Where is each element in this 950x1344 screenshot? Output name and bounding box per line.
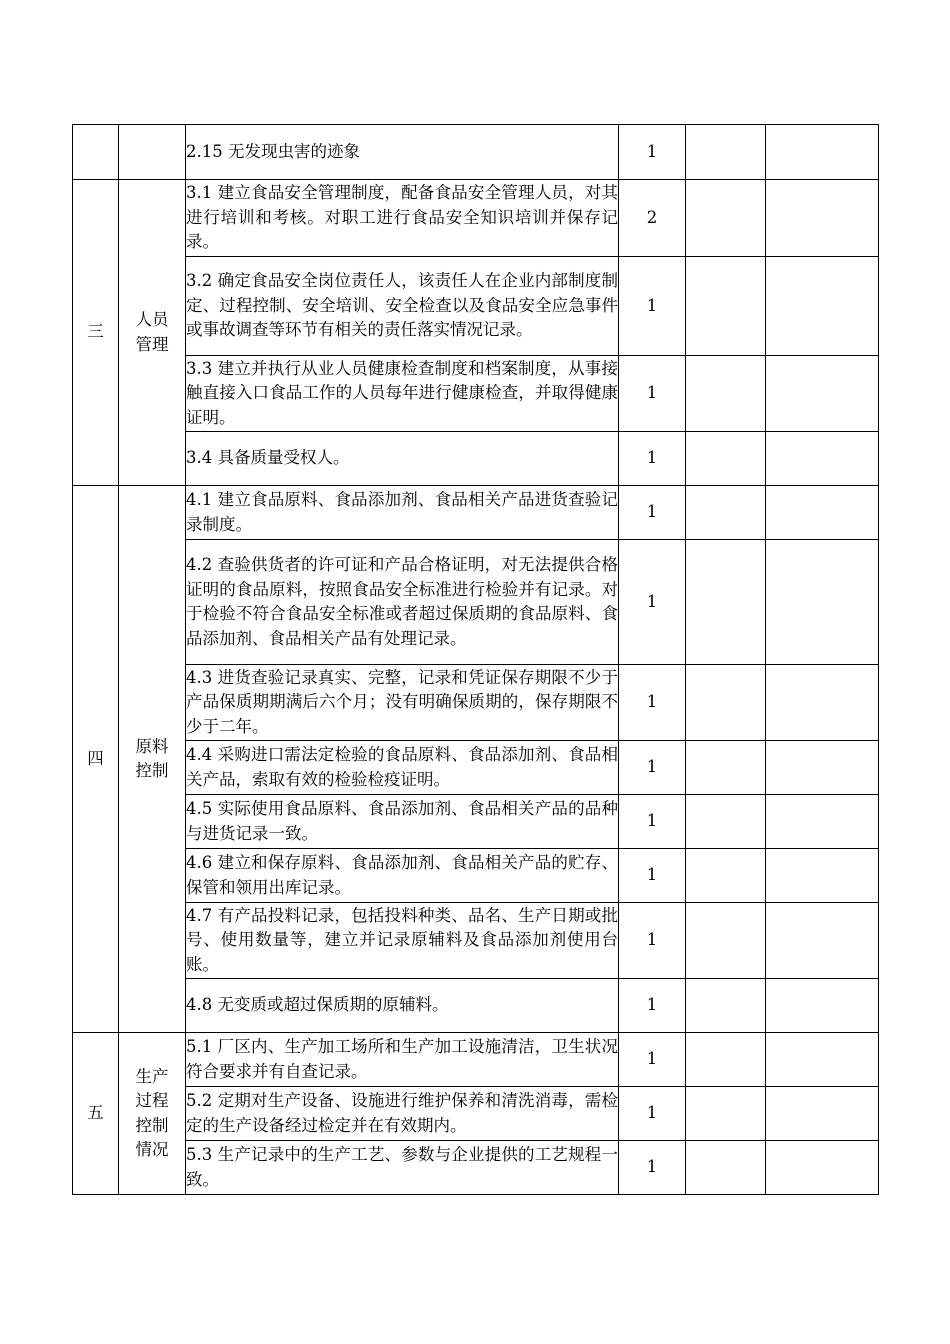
score-cell: 1 xyxy=(619,1087,686,1141)
check-item: 4.4 采购进口需法定检验的食品原料、食品添加剂、食品相关产品，索取有效的检验检疫证明。 xyxy=(186,741,619,795)
remark-cell xyxy=(766,356,879,432)
result-cell xyxy=(686,540,766,665)
check-item: 4.5 实际使用食品原料、食品添加剂、食品相关产品的品种与进货记录一致。 xyxy=(186,795,619,849)
category-line: 生产 xyxy=(135,1066,169,1086)
table-row xyxy=(73,665,879,741)
remark-cell xyxy=(766,665,879,741)
section-category xyxy=(119,125,186,180)
result-cell xyxy=(686,257,766,356)
result-cell xyxy=(686,665,766,741)
category-line: 人员 xyxy=(135,310,169,329)
table-row xyxy=(73,257,879,356)
remark-cell xyxy=(766,795,879,849)
check-item: 5.2 定期对生产设备、设施进行维护保养和清洗消毒，需检定的生产设备经过检定并在有效期内。 xyxy=(186,1087,619,1141)
table-row xyxy=(73,1141,879,1195)
result-cell xyxy=(686,125,766,180)
category-line: 控制 xyxy=(135,761,169,780)
check-item: 3.3 建立并执行从业人员健康检查制度和档案制度，从事接触直接入口食品工作的人员每年进行健康检查，并取得健康证明。 xyxy=(186,356,619,432)
remark-cell xyxy=(766,1033,879,1087)
category-line: 情况 xyxy=(135,1140,169,1159)
remark-cell xyxy=(766,1087,879,1141)
score-cell: 1 xyxy=(619,665,686,741)
result-cell xyxy=(686,903,766,979)
category-line: 原料 xyxy=(135,736,169,756)
section-number xyxy=(73,125,119,180)
check-item: 2.15 无发现虫害的迹象 xyxy=(186,125,619,180)
section-number: 三 xyxy=(73,180,119,486)
check-item: 4.3 进货查验记录真实、完整，记录和凭证保存期限不少于产品保质期期满后六个月；没有明确保质期的，保存期限不少于二年。 xyxy=(186,665,619,741)
table-row xyxy=(73,432,879,486)
result-cell xyxy=(686,1141,766,1195)
section-category xyxy=(119,486,186,1033)
check-item: 5.3 生产记录中的生产工艺、参数与企业提供的工艺规程一致。 xyxy=(186,1141,619,1195)
check-item: 4.1 建立食品原料、食品添加剂、食品相关产品进货查验记录制度。 xyxy=(186,486,619,540)
category-line: 管理 xyxy=(135,334,169,354)
score-cell: 1 xyxy=(619,257,686,356)
remark-cell xyxy=(766,540,879,665)
remark-cell xyxy=(766,125,879,180)
result-cell xyxy=(686,979,766,1033)
result-cell xyxy=(686,180,766,257)
result-cell xyxy=(686,432,766,486)
section-number: 四 xyxy=(73,486,119,1033)
remark-cell xyxy=(766,741,879,795)
category-line: 控制 xyxy=(135,1115,169,1135)
result-cell xyxy=(686,1033,766,1087)
check-item: 3.2 确定食品安全岗位责任人，该责任人在企业内部制度制定、过程控制、安全培训、安全检查以及食品安全应急事件或事故调查等环节有相关的责任落实情况记录。 xyxy=(186,257,619,356)
check-item: 4.6 建立和保存原料、食品添加剂、食品相关产品的贮存、保管和领用出库记录。 xyxy=(186,849,619,903)
score-cell: 1 xyxy=(619,849,686,903)
table-row xyxy=(73,1087,879,1141)
score-cell: 1 xyxy=(619,125,686,180)
inspection-table xyxy=(72,124,879,1195)
remark-cell xyxy=(766,257,879,356)
section-number: 五 xyxy=(73,1033,119,1195)
category-line: 过程 xyxy=(135,1091,169,1110)
table-row xyxy=(73,356,879,432)
score-cell: 1 xyxy=(619,1033,686,1087)
check-item: 3.1 建立食品安全管理制度，配备食品安全管理人员，对其进行培训和考核。对职工进行食品安全知识培训并保存记录。 xyxy=(186,180,619,257)
table-row xyxy=(73,795,879,849)
score-cell: 1 xyxy=(619,356,686,432)
score-cell: 1 xyxy=(619,741,686,795)
check-item: 4.8 无变质或超过保质期的原辅料。 xyxy=(186,979,619,1033)
table-row xyxy=(73,1033,879,1087)
remark-cell xyxy=(766,486,879,540)
score-cell: 1 xyxy=(619,795,686,849)
table-row xyxy=(73,741,879,795)
section-category xyxy=(119,180,186,486)
result-cell xyxy=(686,1087,766,1141)
score-cell: 1 xyxy=(619,903,686,979)
check-item: 4.7 有产品投料记录，包括投料种类、品名、生产日期或批号、使用数量等，建立并记录原辅料及食品添加剂使用台账。 xyxy=(186,903,619,979)
remark-cell xyxy=(766,1141,879,1195)
result-cell xyxy=(686,741,766,795)
result-cell xyxy=(686,795,766,849)
check-item: 5.1 厂区内、生产加工场所和生产加工设施清洁，卫生状况符合要求并有自查记录。 xyxy=(186,1033,619,1087)
table-row xyxy=(73,180,879,257)
section-category xyxy=(119,1033,186,1195)
table-row xyxy=(73,903,879,979)
result-cell xyxy=(686,849,766,903)
remark-cell xyxy=(766,180,879,257)
remark-cell xyxy=(766,849,879,903)
score-cell: 1 xyxy=(619,486,686,540)
result-cell xyxy=(686,356,766,432)
score-cell: 1 xyxy=(619,540,686,665)
remark-cell xyxy=(766,979,879,1033)
result-cell xyxy=(686,486,766,540)
score-cell: 1 xyxy=(619,979,686,1033)
table-row xyxy=(73,125,879,180)
table-row xyxy=(73,540,879,665)
table-row xyxy=(73,979,879,1033)
remark-cell xyxy=(766,432,879,486)
score-cell: 2 xyxy=(619,180,686,257)
score-cell: 1 xyxy=(619,1141,686,1195)
table-row xyxy=(73,849,879,903)
table-row xyxy=(73,486,879,540)
remark-cell xyxy=(766,903,879,979)
check-item: 4.2 查验供货者的许可证和产品合格证明，对无法提供合格证明的食品原料，按照食品安全标准进行检验并有记录。对于检验不符合食品安全标准或者超过保质期的食品原料、食品添加剂、食品相关产品有处理记录。 xyxy=(186,540,619,665)
score-cell: 1 xyxy=(619,432,686,486)
check-item: 3.4 具备质量受权人。 xyxy=(186,432,619,486)
